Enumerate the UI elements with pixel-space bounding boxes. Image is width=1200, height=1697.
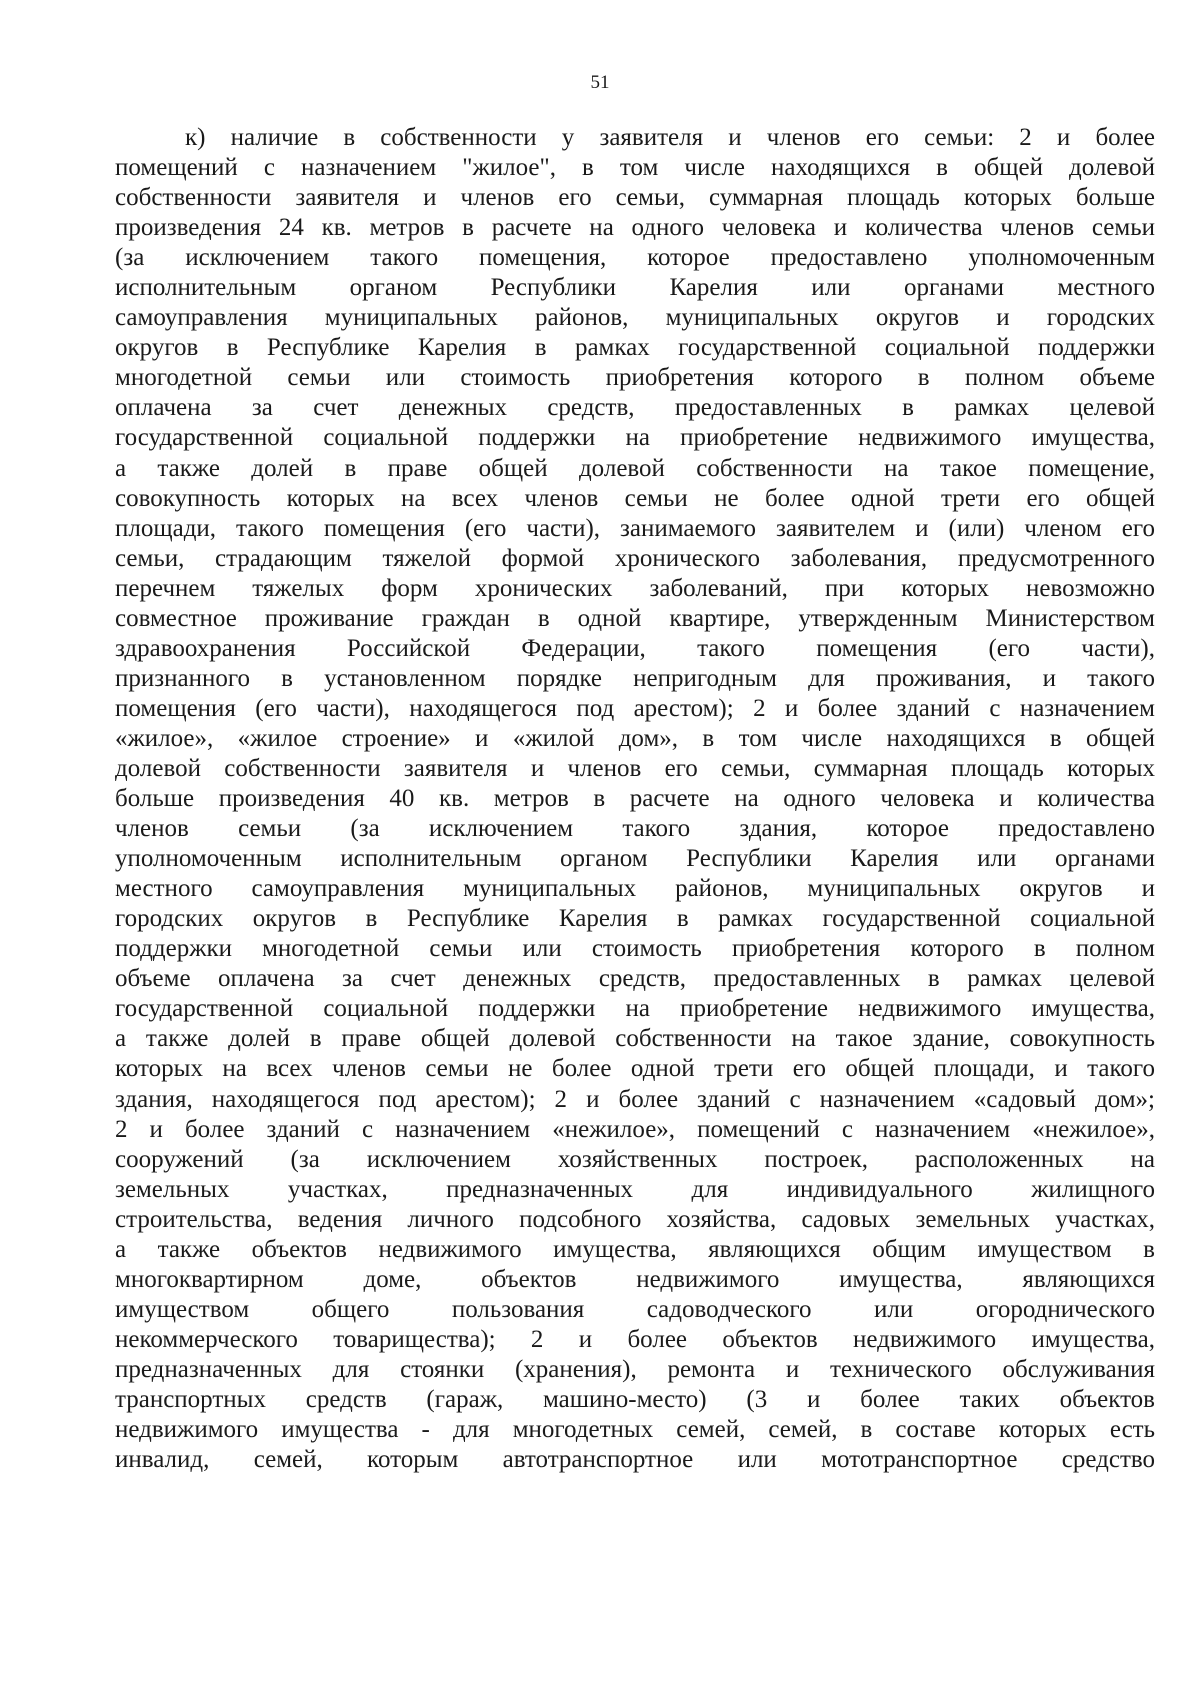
text-line: признанного в установленном порядке непригодным для проживания, и такого [115,664,1155,692]
text-line: перечнем тяжелых форм хронических заболеваний, при которых невозможно [115,574,1155,602]
text-line: имуществом общего пользования садоводческого или огороднического [115,1295,1155,1323]
text-line: поддержки многодетной семьи или стоимость приобретения которого в полном [115,935,1155,963]
text-line: больше произведения 40 кв. метров в расчете на одного человека и количества [115,785,1155,813]
text-line: исполнительным органом Республики Карелия или органами местного [115,274,1155,302]
text-line: произведения 24 кв. метров в расчете на одного человека и количества членов семьи [115,214,1155,242]
text-line: а также долей в праве общей долевой собственности на такое помещение, [115,454,1155,482]
text-line: совместное проживание граждан в одной квартире, утвержденным Министерством [115,604,1155,632]
text-line: 2 и более зданий с назначением «нежилое», помещений с назначением «нежилое», [115,1115,1155,1143]
text-line: площади, такого помещения (его части), занимаемого заявителем и (или) членом его [115,514,1155,542]
text-line: помещения (его части), находящегося под арестом); 2 и более зданий с назначением [115,694,1155,722]
text-line: помещений с назначением "жилое", в том числе находящихся в общей долевой [115,154,1155,182]
text-line: городских округов в Республике Карелия в рамках государственной социальной [115,905,1155,933]
text-line: многоквартирном доме, объектов недвижимого имущества, являющихся [115,1265,1155,1293]
text-line: которых на всех членов семьи не более одной трети его общей площади, и такого [115,1055,1155,1083]
page-number: 51 [590,72,610,93]
text-line: государственной социальной поддержки на приобретение недвижимого имущества, [115,424,1155,452]
text-line: (за исключением такого помещения, которое предоставлено уполномоченным [115,244,1155,272]
text-line: совокупность которых на всех членов семьи не более одной трети его общей [115,484,1155,512]
text-line: предназначенных для стоянки (хранения), ремонта и технического обслуживания [115,1355,1155,1383]
text-line: здания, находящегося под арестом); 2 и более зданий с назначением «садовый дом»; [115,1085,1155,1113]
text-line: семьи, страдающим тяжелой формой хронического заболевания, предусмотренного [115,544,1155,572]
text-line: местного самоуправления муниципальных районов, муниципальных округов и [115,875,1155,903]
text-line: округов в Республике Карелия в рамках государственной социальной поддержки [115,334,1155,362]
text-line: государственной социальной поддержки на приобретение недвижимого имущества, [115,995,1155,1023]
text-line: инвалид, семей, которым автотранспортное или мототранспортное средство [115,1446,1155,1474]
text-line: недвижимого имущества - для многодетных семей, семей, в составе которых есть [115,1416,1155,1444]
text-line: а также долей в праве общей долевой собственности на такое здание, совокупность [115,1025,1155,1053]
text-line: сооружений (за исключением хозяйственных построек, расположенных на [115,1145,1155,1173]
text-line: самоуправления муниципальных районов, муниципальных округов и городских [115,304,1155,332]
text-line: уполномоченным исполнительным органом Республики Карелия или органами [115,845,1155,873]
text-line: здравоохранения Российской Федерации, такого помещения (его части), [115,634,1155,662]
text-line: земельных участках, предназначенных для индивидуального жилищного [115,1175,1155,1203]
body-paragraph [115,123,1155,1475]
text-line: «жилое», «жилое строение» и «жилой дом», в том числе находящихся в общей [115,724,1155,752]
text-line: транспортных средств (гараж, машино-место) (3 и более таких объектов [115,1385,1155,1413]
text-line: а также объектов недвижимого имущества, являющихся общим имуществом в [115,1235,1155,1263]
text-line: к) наличие в собственности у заявителя и членов его семьи: 2 и более [185,124,1155,151]
text-line: членов семьи (за исключением такого здания, которое предоставлено [115,815,1155,843]
text-line: некоммерческого товарищества); 2 и более объектов недвижимого имущества, [115,1325,1155,1353]
text-line: оплачена за счет денежных средств, предоставленных в рамках целевой [115,394,1155,422]
text-line: объеме оплачена за счет денежных средств, предоставленных в рамках целевой [115,965,1155,993]
text-line: строительства, ведения личного подсобного хозяйства, садовых земельных участках, [115,1205,1155,1233]
text-line: собственности заявителя и членов его семьи, суммарная площадь которых больше [115,184,1155,212]
text-line: долевой собственности заявителя и членов его семьи, суммарная площадь которых [115,754,1155,782]
text-line: многодетной семьи или стоимость приобретения которого в полном объеме [115,364,1155,392]
